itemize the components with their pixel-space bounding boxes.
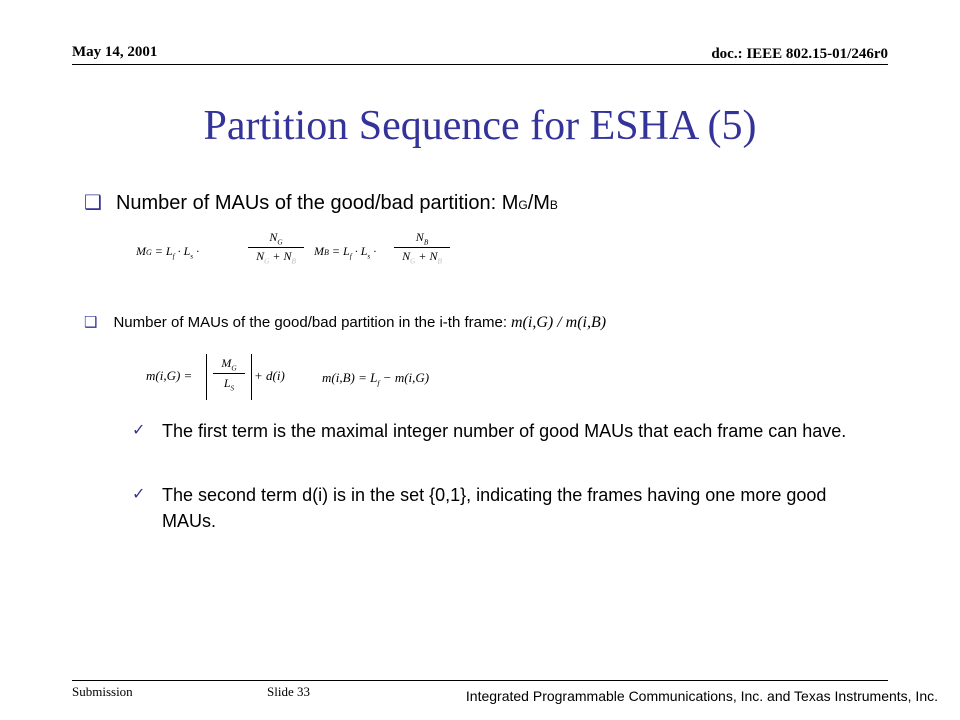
fraction-mg: $N_G$ $N_G + N_B$: [248, 230, 304, 266]
bullet-ith-frame: [84, 313, 606, 332]
check-icon: ✓: [132, 420, 146, 439]
square-bullet-icon: ❑: [84, 313, 98, 331]
equation-d-i: + d(i): [254, 368, 285, 383]
check-icon: ✓: [132, 484, 146, 503]
footer-organization: Integrated Programmable Communications, Inc. and Texas Instruments, Inc.: [465, 688, 938, 704]
bullet-text-mid: /M: [527, 192, 550, 214]
bullet-text: Number of MAUs of the good/bad partition: M: [115, 192, 519, 214]
bullet-math: m(i,G) / m(i,B): [510, 314, 607, 331]
footer-slide-number: Slide 33: [267, 684, 310, 699]
equation-mg-mb: [136, 230, 476, 280]
equation-m-i: [146, 354, 466, 404]
bullet-good-bad-partition: [84, 190, 558, 215]
equation-m-ig-lhs: m(i,G) =: [146, 368, 193, 383]
equation-mg: MG = $L_f \cdot L_s$ ·: [136, 244, 200, 261]
footer-submission: Submission: [72, 684, 133, 699]
equation-m-ib: $m(i,B) = L_f - m(i,G)$: [322, 370, 430, 388]
header-doc-id: doc.: IEEE 802.15-01/246r0: [711, 46, 888, 62]
square-bullet-icon: ❑: [84, 190, 102, 214]
slide-title: Partition Sequence for ESHA (5): [203, 103, 757, 149]
subscript-g: G: [518, 198, 528, 212]
check-item-first-term: The first term is the maximal integer number of good MAUs that each frame can have.: [162, 421, 847, 441]
header-date: May 14, 2001: [72, 44, 158, 60]
check-item-second-term: The second term d(i) is in the set {0,1}, indicating the frames having one more good MAUs.: [162, 485, 827, 531]
header-rule: [72, 64, 888, 65]
subscript-b: B: [549, 198, 558, 212]
footer-rule: [72, 680, 888, 681]
floor-bracket: $M_G$ $L_S$: [206, 354, 252, 400]
fraction-mb: $N_B$ $N_G + N_B$: [394, 230, 450, 266]
equation-mb: MB = $L_f \cdot L_s$ ·: [314, 244, 377, 261]
bullet-text: Number of MAUs of the good/bad partition in the i-th frame:: [113, 314, 507, 331]
